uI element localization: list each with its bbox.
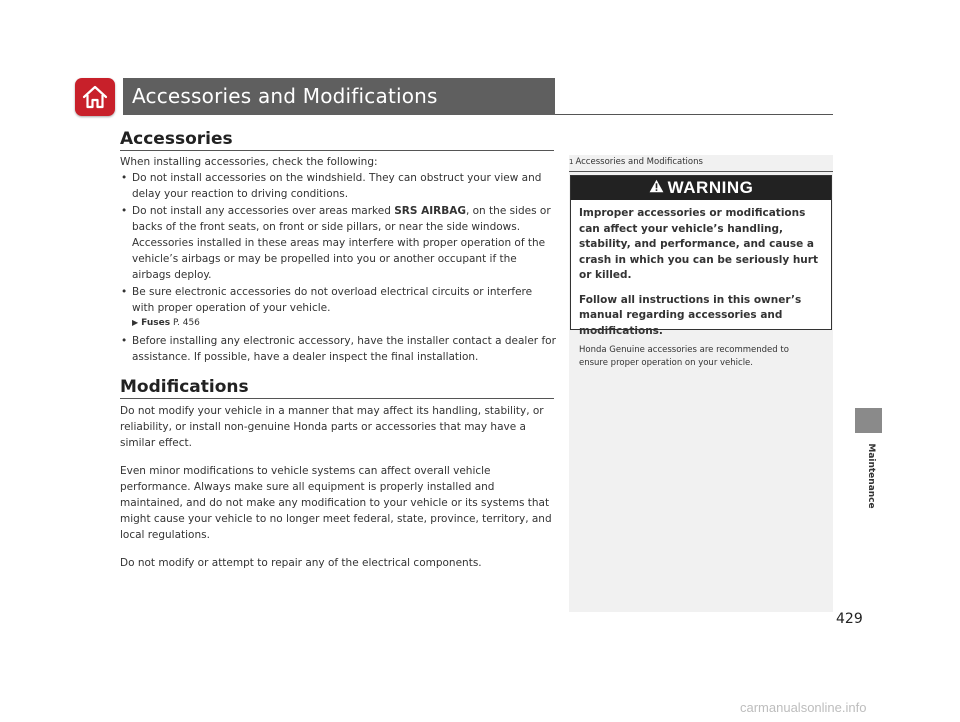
accessories-body: [120, 154, 556, 365]
accessories-list: [120, 170, 556, 316]
accessories-heading: Accessories: [120, 129, 233, 149]
page-number: 429: [836, 611, 863, 627]
sidebar-heading-text: Accessories and Modifications: [575, 157, 703, 167]
sidebar-ref-number: 1: [569, 158, 574, 166]
bullet-dot: •: [121, 285, 128, 298]
sidebar-heading: [569, 157, 833, 171]
modifications-heading: Modifications: [120, 377, 249, 397]
list-item: [120, 333, 556, 365]
accessories-intro: When installing accessories, check the following:: [120, 156, 378, 168]
xref-label: Fuses: [141, 318, 171, 329]
modifications-body: [120, 403, 558, 571]
title-divider: [555, 114, 833, 115]
xref-page: P. 456: [172, 318, 200, 329]
bullet-text: Before installing any electronic accessory, have the installer contact a dealer for assistance. If possible, have a dealer inspect the final installation.: [132, 335, 556, 364]
page-title: Accessories and Modifications: [123, 78, 555, 115]
bullet-dot: •: [121, 172, 128, 185]
sidebar-heading-divider: [569, 171, 833, 172]
bullet-dot: •: [121, 335, 128, 348]
bullet-text-pre: Do not install any accessories over areas marked: [132, 204, 395, 217]
warning-para: Improper accessories or modifications can affect your vehicle’s handling, stability, and performance, and cause a crash in which you can be seriously hurt or killed.: [579, 207, 818, 281]
srs-airbag-label: SRS AIRBAG: [394, 204, 466, 217]
fuses-xref-link[interactable]: [132, 316, 556, 330]
accessories-list-2: [120, 333, 556, 365]
warning-label: WARNING: [667, 178, 754, 197]
home-icon: [81, 84, 109, 110]
chapter-tab-label: Maintenance: [866, 443, 876, 509]
bullet-text-post: , on the sides or backs of the front seats, on front or side pillars, or near the side windows. Accessories installed in these areas may interfere with proper operation of the vehicle’s airbags or may be propelled into you or another occupant if the airbags deploy.: [132, 204, 551, 282]
modifications-heading-divider: [120, 398, 554, 399]
list-item: [120, 284, 556, 316]
modifications-para: Do not modify or attempt to repair any of the electrical components.: [120, 556, 482, 569]
warning-box: [570, 175, 832, 337]
list-item: [120, 203, 556, 284]
sidebar-note: Honda Genuine accessories are recommended to ensure proper operation on your vehicle.: [579, 345, 789, 368]
warning-triangle-icon: [649, 178, 664, 198]
warning-banner: [571, 176, 831, 200]
xref-arrow-icon: ▶: [132, 318, 139, 328]
accessories-heading-divider: [120, 150, 554, 151]
warning-para: Follow all instructions in this owner’s manual regarding accessories and modifications.: [579, 293, 802, 337]
bullet-text: Be sure electronic accessories do not overload electrical circuits or interfere with proper operation of your vehicle.: [132, 285, 533, 314]
bullet-text: Do not install accessories on the windshield. They can obstruct your view and delay your reaction to driving conditions.: [132, 172, 542, 201]
chapter-tab[interactable]: [855, 408, 882, 433]
modifications-para: Even minor modifications to vehicle systems can affect overall vehicle performance. Always make sure all equipment is properly installed and maintained, and do not make any modification to your vehicle or its systems that might cause your vehicle to no longer meet federal, state, province, territory, and local regulations.: [120, 464, 552, 542]
list-item: [120, 170, 556, 202]
home-button[interactable]: [75, 78, 115, 116]
warning-text: [579, 206, 827, 348]
bullet-dot: •: [121, 204, 128, 217]
watermark: carmanualsonline.info: [740, 700, 867, 715]
modifications-para: Do not modify your vehicle in a manner that may affect its handling, stability, or reliability, or install non-genuine Honda parts or accessories that may have a similar effect.: [120, 405, 544, 450]
